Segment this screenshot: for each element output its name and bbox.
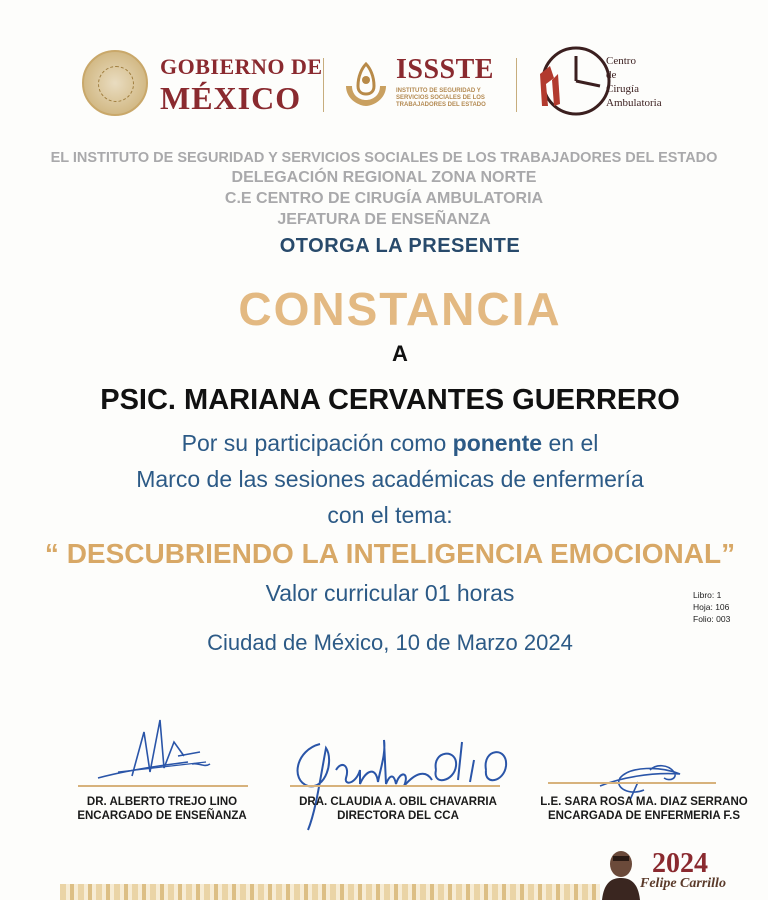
framework-line: Marco de las sesiones académicas de enfermería	[136, 466, 644, 492]
otorga-text: OTORGA LA PRESENTE	[279, 235, 521, 257]
issste-logo	[340, 50, 510, 120]
topic-intro-line: con el tema:	[327, 502, 453, 528]
issste-subtitle: INSTITUTO DE SEGURIDAD Y SERVICIOS SOCIALES DE LOS TRABAJADORES DEL ESTADO	[396, 88, 486, 108]
role-ponente: ponente	[452, 430, 543, 456]
signature-2-name: DRA. CLAUDIA A. OBIL CHAVARRIA	[299, 796, 497, 808]
institution-line-2: DELEGACIÓN REGIONAL ZONA NORTE	[231, 169, 537, 186]
gobierno-mexico-logo	[82, 44, 323, 124]
cca-text: Centro de Cirugía Ambulatoria	[606, 55, 662, 109]
signature-1-scribble	[88, 712, 228, 790]
participation-line: Por su participación como ponente en el	[181, 430, 599, 456]
to-letter: A	[392, 341, 408, 366]
signature-3-name: L.E. SARA ROSA MA. DIAZ SERRANO	[540, 796, 748, 808]
decorative-border	[60, 884, 600, 900]
signature-3-line	[548, 782, 716, 784]
signature-2-role: DIRECTORA DEL CCA	[337, 810, 459, 822]
footer-name: Felipe Carrillo	[640, 876, 726, 891]
folio-hoja: Hoja: 106	[693, 602, 730, 612]
national-seal-icon	[82, 50, 148, 116]
signature-1-role: ENCARGADO DE ENSEÑANZA	[77, 810, 247, 822]
signature-1-name: DR. ALBERTO TREJO LINO	[86, 796, 238, 808]
folio-libro: Libro: 1	[693, 590, 722, 600]
place-date: Ciudad de México, 10 de Marzo 2024	[207, 630, 573, 655]
folio-folio: Folio: 003	[693, 614, 731, 624]
signature-1-line	[78, 785, 248, 787]
clock-icon	[532, 44, 612, 119]
gobierno-line2: MÉXICO	[160, 80, 302, 116]
header-separator	[516, 58, 517, 112]
recipient-name: PSIC. MARIANA CERVANTES GUERRERO	[100, 384, 680, 416]
felipe-carrillo-portrait-icon	[598, 846, 644, 900]
folio-block	[693, 589, 730, 625]
institution-line-3: C.E CENTRO DE CIRUGÍA AMBULATORIA	[224, 190, 544, 207]
header-separator	[323, 58, 324, 112]
footer-year: 2024	[652, 848, 708, 879]
signature-3-role: ENCARGADA DE ENFERMERIA F.S	[547, 810, 741, 822]
certificate-title: CONSTANCIA	[238, 283, 562, 335]
institution-line-4: JEFATURA DE ENSEÑANZA	[277, 211, 491, 228]
topic-title: “ DESCUBRIENDO LA INTELIGENCIA EMOCIONAL”	[44, 538, 736, 569]
signature-2-line	[290, 785, 500, 787]
issste-name: ISSSTE	[396, 54, 494, 85]
gobierno-line1: GOBIERNO DE	[160, 54, 323, 79]
issste-hands-icon	[340, 56, 392, 108]
curricular-value: Valor curricular 01 horas	[265, 580, 515, 606]
cca-logo	[532, 44, 672, 119]
institution-line-1: EL INSTITUTO DE SEGURIDAD Y SERVICIOS SOCIALES DE LOS TRABAJADORES DEL ESTADO	[50, 150, 718, 166]
